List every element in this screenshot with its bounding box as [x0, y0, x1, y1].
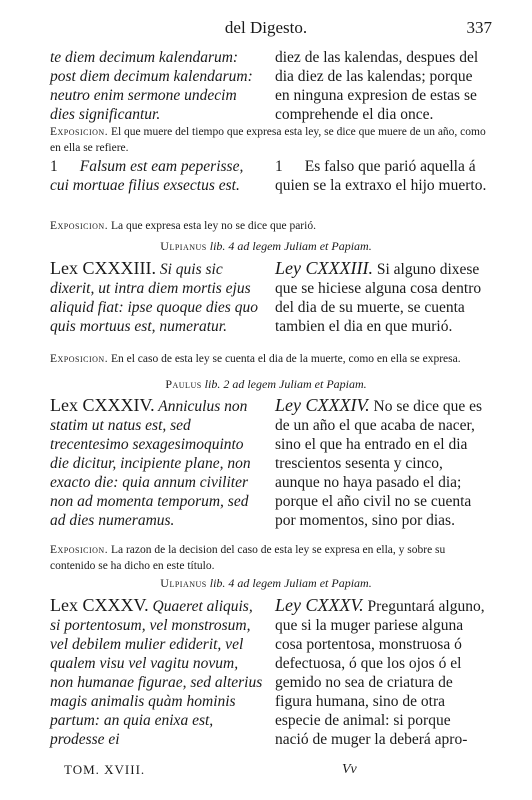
spanish-paragraph-1-text: Es falso que parió aquella á quien se la extraxo el hijo muerto. — [275, 158, 487, 194]
exposition-3 — [50, 351, 490, 367]
lex-133-heading: Lex CXXXIII. — [50, 258, 156, 278]
exposition-label: Exposicion. — [50, 126, 109, 138]
source-author: Ulpianus — [160, 239, 207, 253]
source-ref: lib. 4 ad legem Juliam et Papiam. — [209, 576, 372, 590]
exposition-text: El que muere del tiempo que expresa esta ley, se dice que muere de un año, como en ella se refiere. — [50, 126, 486, 154]
source-citation-2 — [40, 377, 492, 392]
volume-number: TOM. XVIII. — [64, 762, 146, 777]
source-ref: lib. 2 ad legem Juliam et Papiam. — [204, 377, 367, 391]
paragraph-number: 1 — [275, 158, 283, 175]
latin-text-continuation: te diem decimum kalendarum: post diem decimum kalendarum: neutro enim sermone undecim dies significantur. — [50, 49, 253, 123]
ley-134-spanish — [275, 396, 487, 530]
ley-134-heading: Ley CXXXIV. — [275, 395, 370, 415]
lex-135-latin — [50, 596, 265, 749]
ley-135-spanish — [275, 596, 487, 749]
exposition-label: Exposicion. — [50, 220, 109, 232]
source-author: Paulus — [165, 377, 202, 391]
lex-135-latin-text: Quaeret aliquis, si portentosum, vel monstrosum, vel debilem mulier ediderit, vel qualem visu vel vagitu novum, non humanae figurae, sed alterius magis animalis quàm hominis partum: an quia enixa est, prodesse ei — [50, 598, 263, 748]
ley-135-spanish-text: Preguntará alguno, que si la muger pariese alguna cosa portentosa, monstruosa ó defectuosa, ó que los ojos ó el gemido no sea de criatura de figura humana, sino de otra especie de animal: si porque nació de muger la deberá apro- — [275, 598, 485, 748]
exposition-1 — [50, 124, 490, 156]
lex-134-latin — [50, 396, 265, 530]
ley-133-heading: Ley CXXXIII. — [275, 258, 373, 278]
spanish-text-continuation: diez de las kalendas, despues del dia diez de las kalendas; porque en ninguna expresion de estas se comprehende el dia once. — [275, 49, 479, 123]
printer-signature: Vv — [342, 762, 357, 777]
page-number: 337 — [466, 18, 492, 37]
running-title: del Digesto. — [224, 18, 308, 37]
ley-135-heading: Ley CXXXV. — [275, 595, 364, 615]
lex-134-latin-text: Anniculus non statim ut natus est, sed trecentesimo sexagesimoquinto die dicitur, incipiente plane, non exacto die: quia annum civiliter non ad momenta temporum, sed ad dies numeramus. — [50, 398, 251, 529]
source-citation-1 — [40, 239, 492, 254]
source-ref: lib. 4 ad legem Juliam et Papiam. — [209, 239, 372, 253]
exposition-text: La razon de la decision del caso de esta ley se expresa en ella, y sobre su contenido se ha dicho en este título. — [50, 544, 446, 572]
latin-paragraph-1-text: Falsum est eam peperisse, cui mortuae filius exsectus est. — [50, 158, 244, 194]
exposition-text: La que expresa esta ley no se dice que parió. — [110, 220, 316, 232]
lex-133-latin — [50, 259, 265, 336]
lex-133-latin-text: Si quis sic dixerit, ut intra diem mortis ejus aliquid fiat: ipse quoque dies quo quis mortuus est, numeratur. — [50, 261, 258, 335]
ley-133-spanish — [275, 259, 487, 336]
lex-134-heading: Lex CXXXIV. — [50, 395, 155, 415]
latin-paragraph-1 — [50, 157, 265, 195]
exposition-2 — [50, 218, 490, 234]
ley-134-spanish-text: No se dice que es de un año el que acaba de nacer, sino el que ha entrado en el dia trescientos sesenta y cinco, aunque no haya pasado el dia; porque el año civil no se cuenta por momentos, sino por dias. — [275, 398, 482, 529]
spanish-paragraph-1 — [275, 157, 487, 195]
exposition-4 — [50, 542, 490, 574]
exposition-label: Exposicion. — [50, 544, 109, 556]
exposition-text: En el caso de esta ley se cuenta el dia de la muerte, como en ella se expresa. — [110, 353, 461, 365]
page-header — [40, 18, 492, 42]
lex-135-heading: Lex CXXXV. — [50, 595, 149, 615]
source-citation-3 — [40, 576, 492, 591]
paragraph-number: 1 — [50, 158, 58, 175]
exposition-label: Exposicion. — [50, 353, 109, 365]
ley-133-spanish-text: Si alguno dixese que se hiciese alguna cosa dentro del dia de su muerte, se cuenta tambien el dia en que murió. — [275, 261, 482, 335]
source-author: Ulpianus — [160, 576, 207, 590]
